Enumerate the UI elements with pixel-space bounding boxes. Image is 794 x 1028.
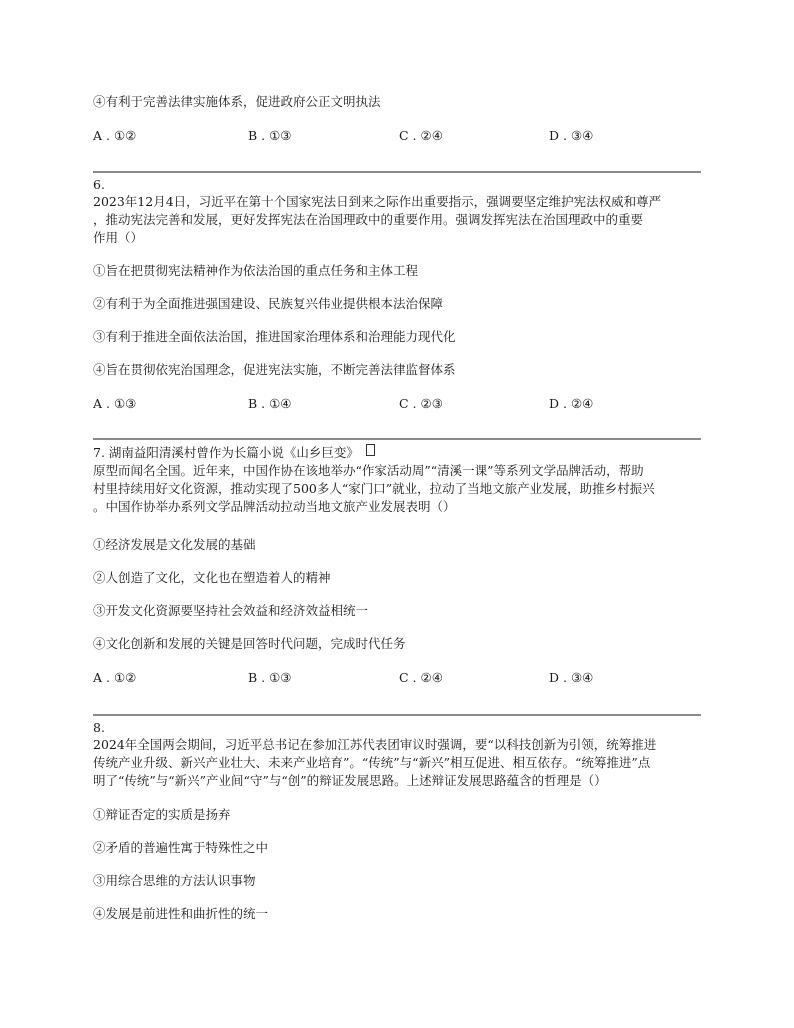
q7-stem-line-3: 村里持续用好文化资源，推动实现了500多人“家门口”就业，拉动了当地文旅产业发展，助推乡村振兴 bbox=[93, 481, 655, 496]
q6-statement-2: ②有利于为全面推进强国建设、民族复兴伟业提供根本法治保障 bbox=[93, 296, 444, 311]
q5-option-b[interactable]: B . ①③ bbox=[248, 128, 292, 143]
q5-statement-4: ④有利于完善法律实施体系，促进政府公正文明执法 bbox=[93, 94, 381, 109]
q5-option-d[interactable]: D . ③④ bbox=[549, 128, 594, 143]
q8-number: 8. bbox=[93, 720, 105, 735]
q8-stem-line-3: 明了“传统”与“新兴”产业间“守”与“创”的辩证发展思路。上述辩证发展思路蕴含的哲理是（） bbox=[93, 773, 607, 788]
q6-number: 6. bbox=[93, 177, 105, 192]
q7-stem-line-2: 原型而闻名全国。近年来，中国作协在该地举办“作家活动周”“清溪一课”等系列文学品牌活动，帮助 bbox=[93, 463, 644, 478]
q7-option-a[interactable]: A . ①② bbox=[93, 670, 137, 685]
q6-options bbox=[93, 396, 713, 414]
q6-stem-line-1: 2023年12月4日，习近平在第十个国家宪法日到来之际作出重要指示，强调要坚定维护宪法权威和尊严 bbox=[93, 194, 662, 209]
q7-statement-1: ①经济发展是文化发展的基础 bbox=[93, 537, 256, 552]
q7-option-b[interactable]: B . ①③ bbox=[248, 670, 292, 685]
q7-statement-3: ③开发文化资源要坚持社会效益和经济效益相统一 bbox=[93, 603, 369, 618]
q5-option-a[interactable]: A . ①② bbox=[93, 128, 137, 143]
q6-option-b[interactable]: B . ①④ bbox=[248, 396, 292, 411]
question-divider bbox=[93, 171, 701, 173]
q5-options bbox=[93, 128, 713, 146]
q7-option-c[interactable]: C . ②④ bbox=[399, 670, 443, 685]
q5-option-c[interactable]: C . ②④ bbox=[399, 128, 443, 143]
q6-stem-line-2: ，推动宪法完善和发展，更好发挥宪法在治国理政中的重要作用。强调发挥宪法在治国理政中的重要 bbox=[93, 212, 644, 227]
q8-stem-line-1: 2024年全国两会期间，习近平总书记在参加江苏代表团审议时强调，要“以科技创新为引领，统筹推进 bbox=[93, 737, 657, 752]
q6-statement-3: ③有利于推进全面依法治国，推进国家治理体系和治理能力现代化 bbox=[93, 329, 456, 344]
question-divider bbox=[93, 714, 701, 716]
q7-options bbox=[93, 670, 713, 688]
q8-statement-4: ④发展是前进性和曲折性的统一 bbox=[93, 906, 269, 921]
q8-statement-2: ②矛盾的普遍性寓于特殊性之中 bbox=[93, 840, 269, 855]
q6-stem-line-3: 作用（） bbox=[93, 230, 144, 245]
q6-option-c[interactable]: C . ②③ bbox=[399, 396, 443, 411]
q7-stem-line-4: 。中国作协举办系列文学品牌活动拉动当地文旅产业发展表明（） bbox=[93, 499, 456, 514]
q7-statement-2: ②人创造了文化，文化也在塑造着人的精神 bbox=[93, 570, 331, 585]
question-divider bbox=[93, 438, 701, 440]
q7-option-d[interactable]: D . ③④ bbox=[549, 670, 594, 685]
q6-statement-4: ④旨在贯彻依宪治国理念，促进宪法实施，不断完善法律监督体系 bbox=[93, 362, 456, 377]
q8-stem-line-2: 传统产业升级、新兴产业壮大、未来产业培育”。“传统”与“新兴”相互促进、相互依存。“统筹推进”点 bbox=[93, 755, 651, 770]
q8-statement-1: ①辩证否定的实质是扬弃 bbox=[93, 807, 231, 822]
q6-option-d[interactable]: D . ②④ bbox=[549, 396, 594, 411]
q6-option-a[interactable]: A . ①③ bbox=[93, 396, 137, 411]
q7-stem-line-1 bbox=[93, 444, 375, 462]
q7-stem-text: 7. 湖南益阳清溪村曾作为长篇小说《山乡巨变》 bbox=[93, 445, 359, 460]
missing-glyph-icon bbox=[366, 444, 375, 456]
q8-statement-3: ③用综合思维的方法认识事物 bbox=[93, 873, 256, 888]
q7-statement-4: ④文化创新和发展的关键是回答时代问题，完成时代任务 bbox=[93, 636, 406, 651]
q6-statement-1: ①旨在把贯彻宪法精神作为依法治国的重点任务和主体工程 bbox=[93, 263, 419, 278]
